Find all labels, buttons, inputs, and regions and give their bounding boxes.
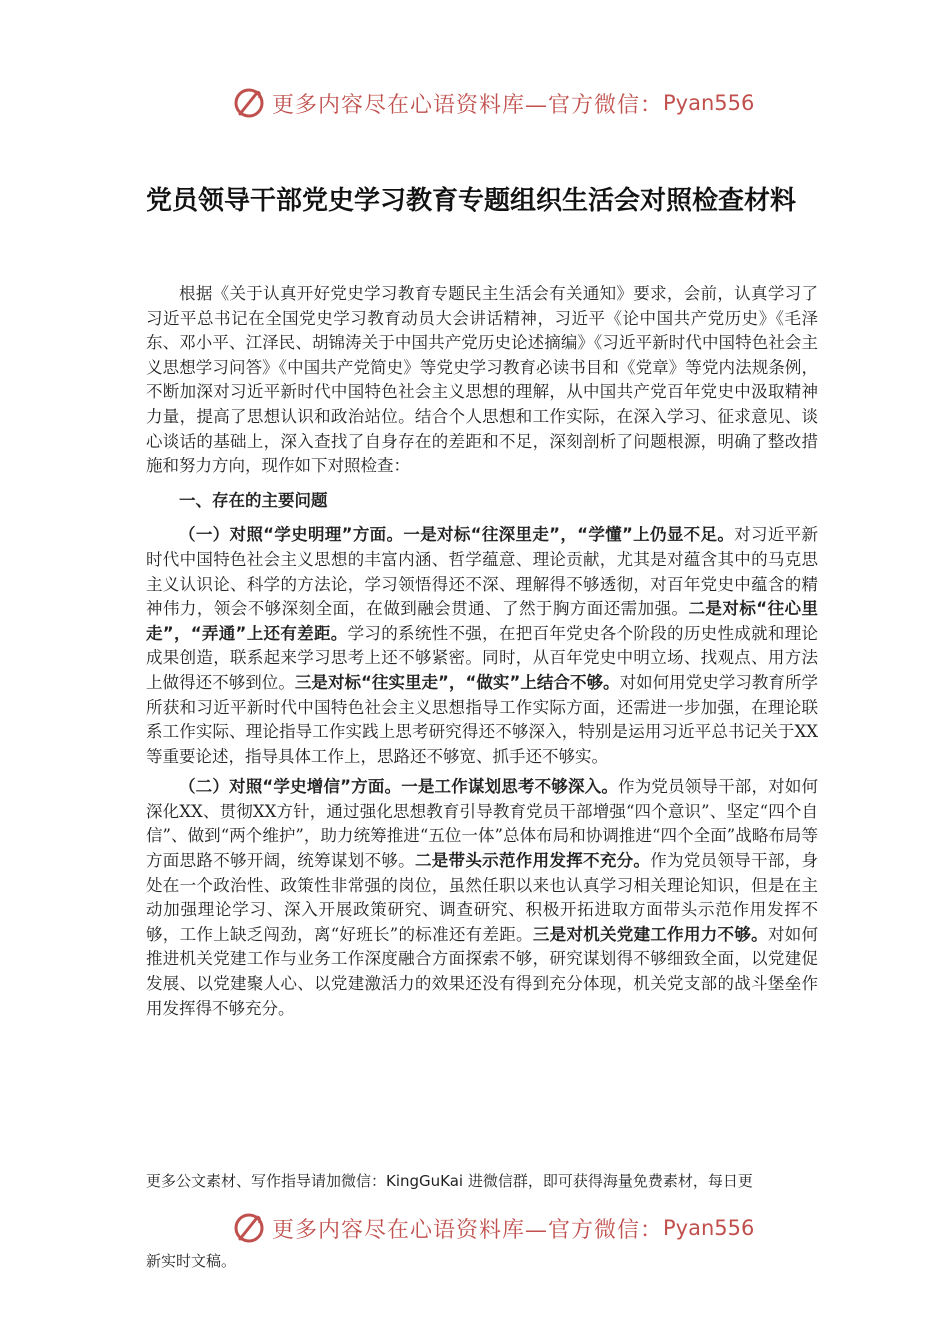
banner-text: 更多内容尽在心语资料库—官方微信：	[272, 1217, 664, 1243]
brush-circle-logo-icon	[232, 86, 266, 120]
intro-paragraph: 根据《关于认真开好党史学习教育专题民主生活会有关通知》要求，会前，认真学习了习近平总书记在全国党史学习教育动员大会讲话精神，习近平《论中国共产党历史》《毛泽东、邓小平、江泽民、胡锦涛关于中国共产党历史论述摘编》《习近平新时代中国特色社会主义思想学习问答》《中国共产党简史》等党史学习教育必读书目和《党章》等党内法规条例，不断加深对习近平新时代中国特色社会主义思想的理解，从中国共产党百年党史中汲取精神力量，提高了思想认识和政治站位。结合个人思想和工作实际，在深入学习、征求意见、谈心谈话的基础上，深入查找了自身存在的差距和不足，深刻剖析了问题根源，明确了整改措施和努力方向，现作如下对照检查：	[146, 284, 818, 476]
p2-text-1: 作为党员领导干部，对如何深化XX、贯彻XX方针，通过强化思想教育引导教育党员干部增强“四个意识”、坚定“四个自信”、做到“两个维护”，助力统筹推进“五位一体”总体布局和协调推进“四个全面”战略布局等方面思路不够开阔，统筹谋划不够。	[146, 777, 818, 871]
p1-bold-3: 三是对标“往实里走”，“做实”上结合不够。	[294, 672, 620, 692]
banner-text: 更多内容尽在心语资料库—官方微信：	[272, 92, 664, 118]
p1-bold-2: 二是对标“往心里走”，“弄通”上还有差距。	[146, 599, 818, 643]
footer-banner	[232, 1205, 754, 1251]
document-body	[146, 282, 818, 1021]
document-title: 党员领导干部党史学习教育专题组织生活会对照检查材料	[146, 186, 797, 216]
p2-text-3: 对如何推进机关党建工作与业务工作深度融合方面探索不够，研究谋划得不够细致全面，以党建促发展、以党建聚人心、以党建激活力的效果还没有得到充分体现，机关党支部的战斗堡垒作用发挥得不够充分。	[146, 924, 819, 1018]
footer-promo-continuation: 新实时文稿。	[146, 1252, 237, 1270]
section-heading: 一、存在的主要问题	[179, 490, 328, 510]
p2-lead: （二）对照“学史增信”方面。一是工作谋划思考不够深入。	[179, 777, 619, 797]
paragraph-1	[146, 523, 818, 769]
p2-text-2: 作为党员领导干部，身处在一个政治性、政策性非常强的岗位，虽然任职以来也认真学习相关理论知识，但是在主动加强理论学习、深入开展政策研究、调查研究、积极开拓进取方面带头示范作用发挥不够，工作上缺乏闯劲，离“好班长”的标准还有差距。	[146, 851, 819, 944]
header-banner	[232, 80, 754, 126]
p1-lead: （一）对照“学史明理”方面。一是对标“往深里走”，“学懂”上仍显不足。	[179, 525, 735, 545]
brush-circle-logo-icon	[232, 1211, 266, 1245]
p2-bold-3: 三是对机关党建工作用力不够。	[532, 924, 768, 944]
footer-promo-line: 更多公文素材、写作指导请加微信：KingGuKai 进微信群，即可获得海量免费素材，每日更	[146, 1172, 753, 1190]
p1-text-2: 学习的系统性不强，在把百年党史各个阶段的历史性成就和理论成果创造，联系起来学习思考上还不够紧密。同时，从百年党史中明立场、找观点、用方法上做得还不够到位。	[146, 623, 818, 692]
paragraph-2	[146, 775, 818, 1021]
p1-text-3: 对如何用党史学习教育所学所获和习近平新时代中国特色社会主义思想指导工作实际方面，还需进一步加强，在理论联系工作实际、理论指导工作实践上思考研究得还不够深入，特别是运用习近平总书记关于XX等重要论述，指导具体工作上，思路还不够宽、抓手还不够实。	[146, 672, 818, 766]
banner-wechat-id: Pyan556	[663, 91, 755, 115]
p1-text-1: 对习近平新时代中国特色社会主义思想的丰富内涵、哲学蕴意、理论贡献，尤其是对蕴含其中的马克思主义认识论、科学的方法论，学习领悟得还不深、理解得不够透彻，对百年党史中蕴含的精神伟力，领会不够深刻全面，在做到融会贯通、了然于胸方面还需加强。	[146, 525, 818, 619]
banner-wechat-id: Pyan556	[663, 1216, 755, 1240]
p2-bold-2: 二是带头示范作用发挥不充分。	[414, 851, 651, 871]
